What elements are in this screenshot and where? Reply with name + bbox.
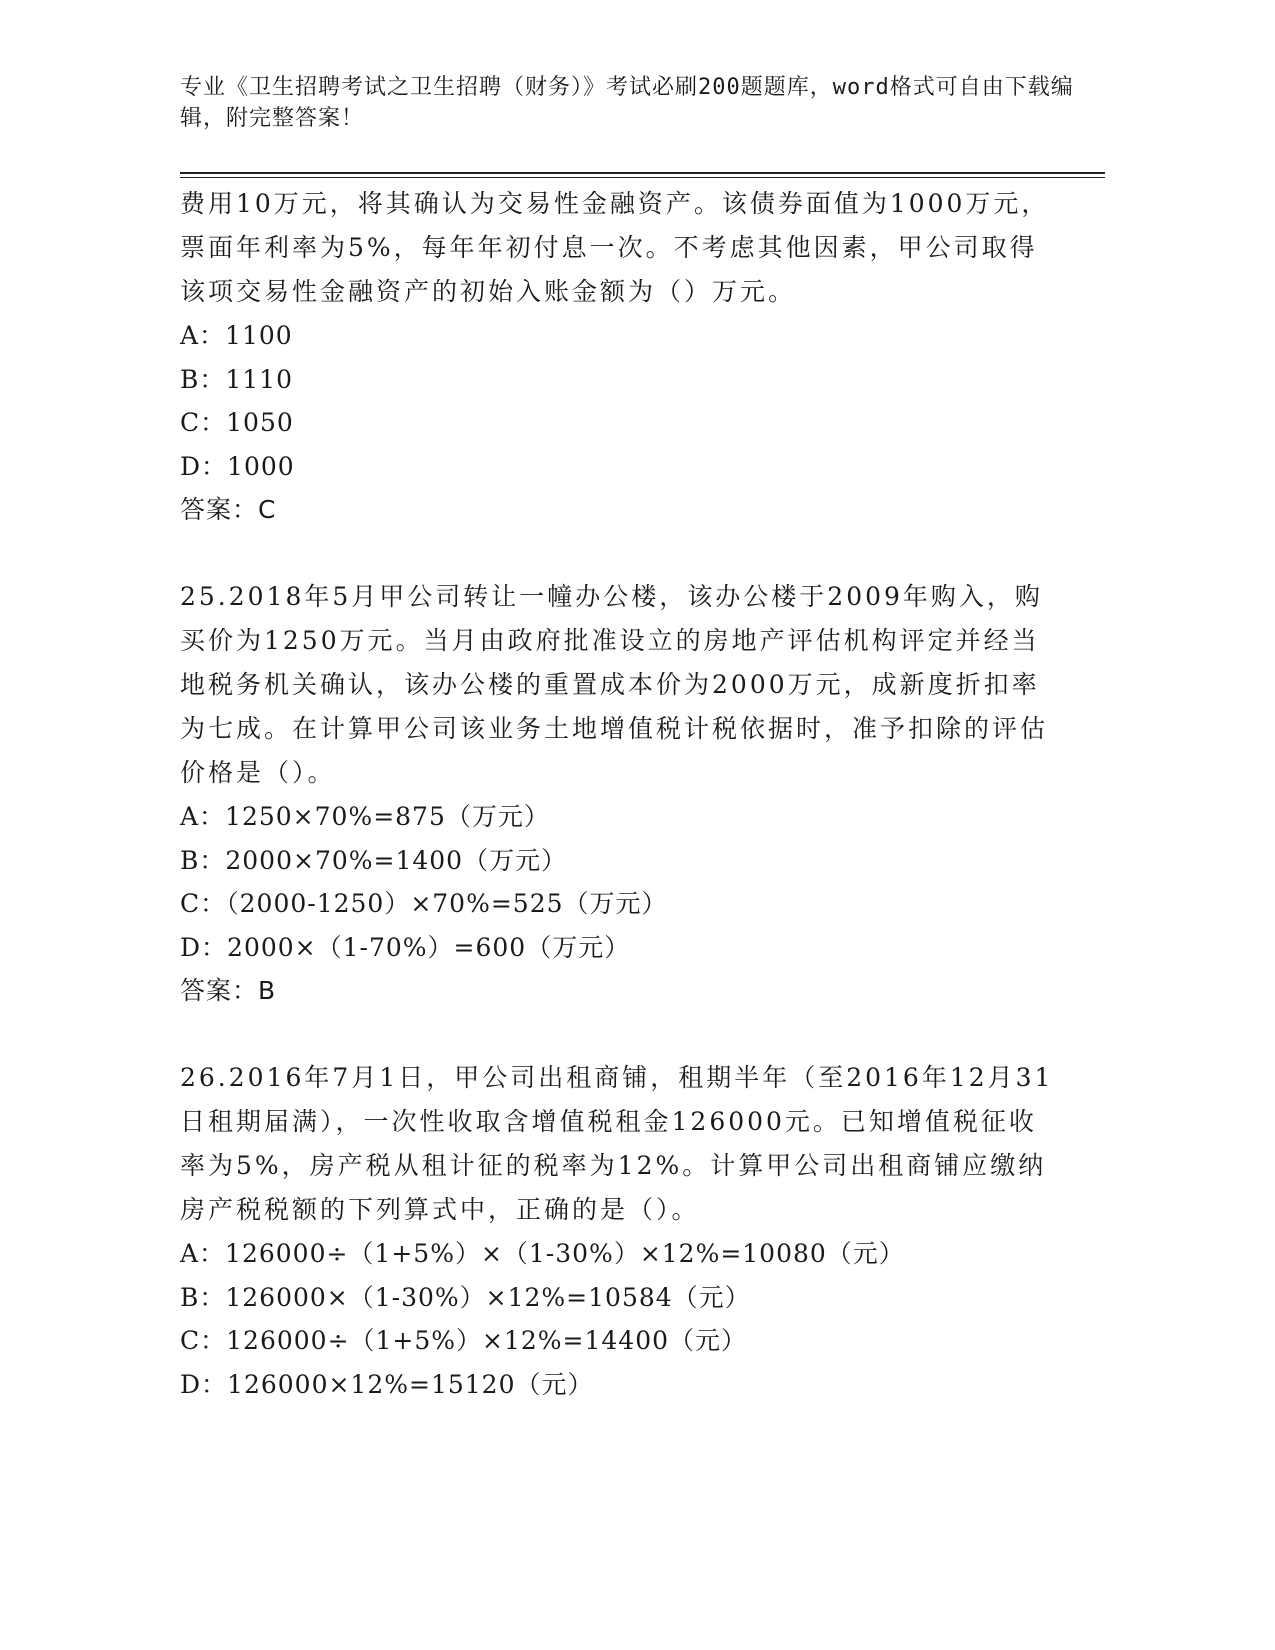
- option-b: B：1110: [180, 364, 293, 394]
- option-b: B：2000×70%=1400（万元）: [180, 845, 568, 875]
- question-text: 25.2018年5月甲公司转让一幢办公楼，该办公楼于2009年购入，购买价为1250万元。当月由政府批准设立的房地产评估机构评定并经当地税务机关确认，该办公楼的重置成本价为2000万元，成新度折扣率为七成。在计算甲公司该业务土地增值税计税依据时，准予扣除的评估价格是（）。: [180, 582, 1049, 787]
- document-body: [180, 182, 1060, 1406]
- question-25: [180, 575, 1060, 1013]
- option-a: A：126000÷（1+5%）×（1-30%）×12%=10080（元）: [180, 1239, 905, 1268]
- option-a: A：1250×70%=875（万元）: [180, 802, 550, 831]
- document-header: 专业《卫生招聘考试之卫生招聘（财务）》考试必刷200题题库，word格式可自由下载编辑，附完整答案！: [180, 75, 1074, 131]
- option-d: D：2000×（1-70%）=600（万元）: [180, 932, 631, 962]
- option-a: A：1100: [180, 321, 293, 350]
- header-rule-thin: [180, 177, 1105, 178]
- question-previous: [180, 182, 1060, 532]
- question-gap: [180, 1013, 1060, 1056]
- answer-line: 答案：B: [180, 976, 277, 1005]
- option-c: C：126000÷（1+5%）×12%=14400（元）: [180, 1326, 748, 1355]
- question-text: 费用10万元，将其确认为交易性金融资产。该债券面值为1000万元，票面年利率为5%，每年年初付息一次。不考虑其他因素，甲公司取得该项交易性金融资产的初始入账金额为（）万元。: [180, 189, 1050, 306]
- option-d: D：1000: [180, 451, 295, 481]
- question-26: [180, 1056, 1060, 1406]
- option-c: C：（2000-1250）×70%=525（万元）: [180, 889, 668, 918]
- option-d: D：126000×12%=15120（元）: [180, 1369, 594, 1399]
- option-b: B：126000×（1-30%）×12%=10584（元）: [180, 1282, 751, 1312]
- question-gap: [180, 532, 1060, 575]
- option-c: C：1050: [180, 408, 294, 437]
- answer-line: 答案：C: [180, 495, 277, 524]
- header-rule-thick: [180, 172, 1105, 174]
- question-text: 26.2016年7月1日，甲公司出租商铺，租期半年（至2016年12月31日租期届满），一次性收取含增值税租金126000元。已知增值税征收率为5%，房产税从租计征的税率为12%。计算甲公司出租商铺应缴纳房产税税额的下列算式中，正确的是（）。: [180, 1063, 1054, 1224]
